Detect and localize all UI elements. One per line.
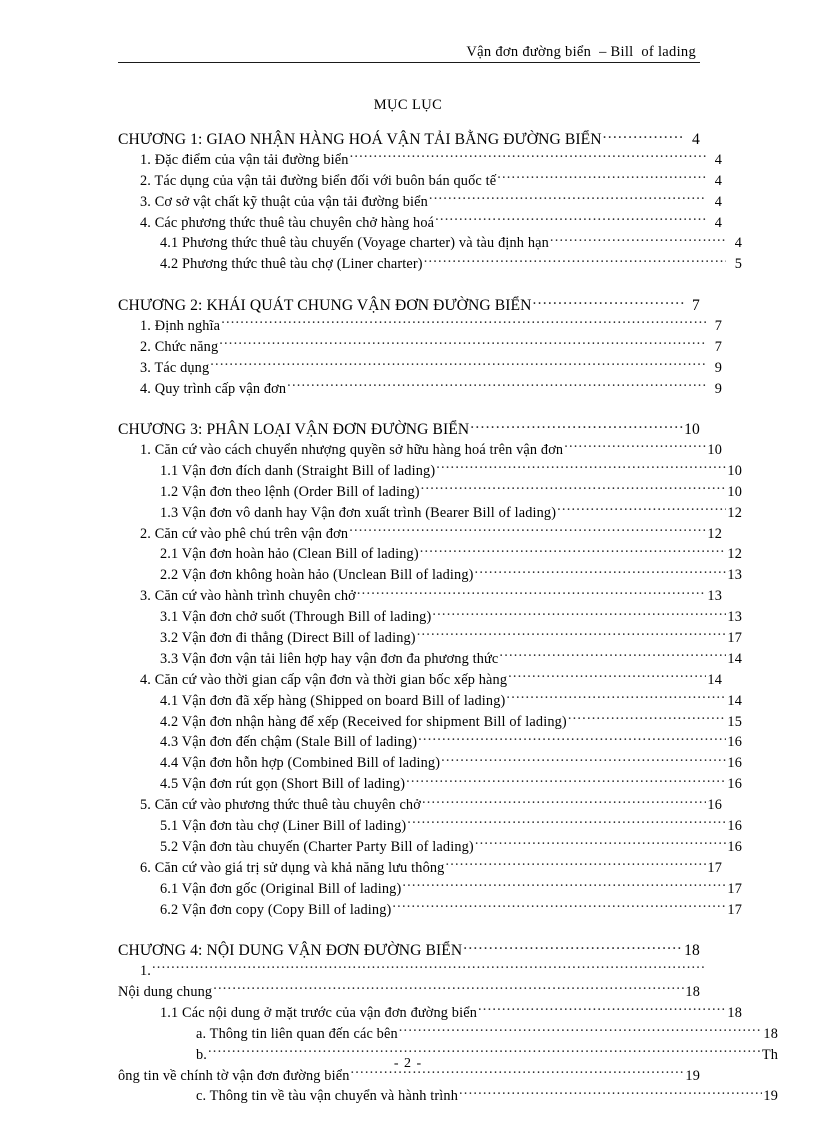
toc-entry[interactable]: [118, 1023, 778, 1044]
toc-entry[interactable]: [118, 858, 722, 879]
toc-leader-dots: [407, 816, 726, 830]
toc-entry-label: 4. Căn cứ vào thời gian cấp vận đơn và thời gian bốc xếp hàng: [140, 671, 508, 688]
toc-entry-label: 2.1 Vận đơn hoàn hảo (Clean Bill of lading): [160, 546, 419, 563]
toc-entry-page-number: 4: [714, 151, 722, 168]
toc-entry-page-number: Th: [761, 1046, 778, 1063]
toc-entry-label: c. Thông tin về tàu vận chuyển và hành trình: [196, 1088, 459, 1105]
toc-entry-label: 6. Căn cứ vào giá trị sử dụng và khả năng lưu thông: [140, 859, 445, 876]
toc-entry[interactable]: [118, 357, 722, 378]
toc-leader-dots: [219, 336, 706, 350]
toc-leader-dots: [417, 628, 726, 642]
toc-chapter-entry[interactable]: [118, 294, 700, 316]
table-of-contents: [118, 128, 778, 1107]
toc-leader-dots: [421, 481, 726, 495]
toc-entry-page-number: 18: [763, 1025, 778, 1042]
toc-leader-dots: [506, 690, 726, 704]
toc-entry-page-number: 14: [727, 650, 742, 667]
toc-entry-label: 6.1 Vận đơn gốc (Original Bill of lading): [160, 880, 402, 897]
toc-entry[interactable]: [118, 565, 742, 586]
toc-entry-page-number: 14: [707, 671, 722, 688]
toc-entry-label: Nội dung chung: [118, 983, 213, 1000]
toc-entry[interactable]: [118, 1086, 778, 1107]
toc-leader-dots: [349, 523, 706, 537]
toc-chapter-entry[interactable]: [118, 939, 700, 961]
toc-entry[interactable]: [118, 170, 722, 191]
toc-leader-dots: [470, 418, 683, 434]
toc-entry[interactable]: [118, 336, 722, 357]
toc-entry[interactable]: [118, 628, 742, 649]
toc-entry-label: 1.3 Vận đơn vô danh hay Vận đơn xuất trình (Bearer Bill of lading): [160, 504, 557, 521]
toc-leader-dots: [406, 774, 726, 788]
toc-entry[interactable]: [118, 523, 722, 544]
toc-entry-page-number: 7: [692, 296, 700, 314]
toc-entry-label: 4.3 Vận đơn đến chậm (Stale Bill of lading): [160, 734, 418, 751]
toc-entry-label: 1.2 Vận đơn theo lệnh (Order Bill of lading): [160, 483, 420, 500]
toc-entry[interactable]: [118, 899, 742, 920]
toc-entry-label: 2. Tác dụng của vận tải đường biển đối với buôn bán quốc tế: [140, 172, 497, 189]
toc-entry-label: 4.2 Vận đơn nhận hàng để xếp (Received for shipment Bill of lading): [160, 713, 567, 730]
toc-entry-label: 4.4 Vận đơn hỗn hợp (Combined Bill of lading): [160, 755, 441, 772]
toc-entry-label: 4.2 Phương thức thuê tàu chợ (Liner charter): [160, 256, 423, 273]
toc-leader-dots: [402, 878, 726, 892]
toc-entry-page-number: 10: [727, 483, 742, 500]
toc-leader-dots: [445, 858, 706, 872]
toc-entry[interactable]: [118, 649, 742, 670]
toc-entry-page-number: 4: [714, 193, 722, 210]
toc-entry[interactable]: [118, 544, 742, 565]
toc-entry-label: b.: [196, 1046, 208, 1063]
toc-entry[interactable]: [118, 586, 722, 607]
toc-entry-page-number: 16: [727, 776, 742, 793]
toc-leader-dots: [399, 1023, 762, 1037]
toc-leader-dots: [436, 461, 726, 475]
toc-leader-dots: [429, 191, 706, 205]
toc-leader-dots: [221, 316, 706, 330]
toc-leader-dots: [392, 899, 726, 913]
toc-entry[interactable]: [118, 461, 742, 482]
toc-entry-label: CHƯƠNG 2: KHÁI QUÁT CHUNG VẬN ĐƠN ĐƯỜNG BIỂN: [118, 296, 532, 314]
toc-entry-page-number: 4: [714, 214, 722, 231]
toc-leader-dots: [350, 150, 706, 164]
toc-entry-page-number: 12: [727, 546, 742, 563]
toc-entry[interactable]: [118, 191, 722, 212]
toc-entry[interactable]: [118, 440, 722, 461]
toc-entry-label: CHƯƠNG 3: PHÂN LOẠI VẬN ĐƠN ĐƯỜNG BIỂN: [118, 420, 470, 438]
toc-entry[interactable]: [118, 607, 742, 628]
toc-entry-page-number: 18: [727, 1004, 742, 1021]
toc-entry-label: ông tin về chính tờ vận đơn đường biển: [118, 1067, 350, 1084]
toc-entry-page-number: 16: [727, 734, 742, 751]
toc-entry-page-number: 17: [707, 859, 722, 876]
toc-leader-dots: [603, 128, 684, 144]
toc-entry[interactable]: [118, 711, 742, 732]
toc-entry[interactable]: [118, 982, 700, 1003]
toc-entry-label: 3. Cơ sở vật chất kỹ thuật của vận tải đường biển: [140, 193, 428, 210]
toc-entry-label: 4.5 Vận đơn rút gọn (Short Bill of lading): [160, 776, 406, 793]
toc-entry-page-number: 4: [692, 130, 700, 148]
toc-entry-label: 6.2 Vận đơn copy (Copy Bill of lading): [160, 901, 392, 918]
toc-leader-dots: [152, 961, 706, 975]
toc-entry-label: 5. Căn cứ vào phương thức thuê tàu chuyên chở: [140, 797, 421, 814]
toc-entry[interactable]: [118, 753, 742, 774]
toc-leader-dots: [459, 1086, 762, 1100]
toc-leader-dots: [533, 294, 684, 310]
toc-entry-page-number: 17: [727, 630, 742, 646]
toc-entry-page-number: 4: [714, 172, 722, 189]
toc-entry-label: 1.1 Vận đơn đích danh (Straight Bill of lading): [160, 462, 436, 479]
toc-leader-dots: [424, 254, 726, 268]
toc-entry-label: 2.2 Vận đơn không hoàn hảo (Unclean Bill of lading): [160, 567, 474, 584]
toc-leader-dots: [435, 212, 706, 226]
toc-leader-dots: [210, 357, 706, 371]
toc-entry-page-number: 15: [727, 713, 742, 730]
toc-leader-dots: [475, 837, 726, 851]
toc-entry[interactable]: [118, 481, 742, 502]
toc-entry-label: 3.1 Vận đơn chở suốt (Through Bill of lading): [160, 609, 432, 626]
toc-leader-dots: [422, 795, 706, 809]
running-header-text: Vận đơn đường biển – Bill of lading: [466, 44, 696, 60]
running-header: [118, 44, 700, 63]
toc-entry[interactable]: [118, 212, 722, 233]
toc-leader-dots: [557, 502, 726, 516]
toc-chapter-entry[interactable]: [118, 418, 700, 440]
toc-leader-dots: [441, 753, 726, 767]
toc-entry[interactable]: [118, 690, 742, 711]
toc-entry-page-number: 12: [707, 525, 722, 542]
toc-entry-page-number: 18: [685, 983, 700, 1000]
toc-entry-label: CHƯƠNG 4: NỘI DUNG VẬN ĐƠN ĐƯỜNG BIỂN: [118, 941, 463, 959]
toc-entry[interactable]: [118, 1003, 742, 1024]
toc-entry-label: 1. Định nghĩa: [140, 317, 221, 334]
toc-leader-dots: [287, 378, 706, 392]
toc-entry-label: 1.1 Các nội dung ở mặt trước của vận đơn đường biển: [160, 1004, 478, 1021]
toc-leader-dots: [463, 939, 683, 955]
toc-leader-dots: [420, 544, 726, 558]
page-title: MỤC LỤC: [373, 97, 443, 113]
toc-entry[interactable]: [118, 378, 722, 399]
toc-entry-page-number: 12: [727, 504, 742, 521]
toc-leader-dots: [418, 732, 726, 746]
toc-entry-page-number: 10: [727, 462, 742, 479]
toc-leader-dots: [568, 711, 726, 725]
toc-entry-page-number: 7: [714, 338, 722, 355]
toc-entry-label: 3.3 Vận đơn vận tải liên hợp hay vận đơn đa phương thức: [160, 650, 499, 667]
toc-entry-label: 5.1 Vận đơn tàu chợ (Liner Bill of lading): [160, 818, 407, 835]
toc-entry-page-number: 16: [707, 797, 722, 814]
toc-entry-page-number: 5: [734, 256, 742, 273]
toc-leader-dots: [550, 233, 726, 247]
toc-leader-dots: [357, 586, 706, 600]
toc-entry[interactable]: [118, 878, 742, 899]
header-rule: [118, 62, 700, 63]
toc-leader-dots: [478, 1003, 726, 1017]
toc-leader-dots: [497, 170, 706, 184]
toc-entry[interactable]: [118, 774, 742, 795]
toc-entry-label: 3. Tác dụng: [140, 359, 210, 376]
toc-entry-page-number: 10: [707, 441, 722, 458]
toc-entry-label: 3. Căn cứ vào hành trình chuyên chở: [140, 588, 356, 605]
toc-entry-label: a. Thông tin liên quan đến các bên: [196, 1025, 398, 1042]
toc-leader-dots: [432, 607, 726, 621]
toc-entry-label: 2. Căn cứ vào phê chú trên vận đơn: [140, 525, 349, 542]
toc-entry[interactable]: [118, 961, 722, 982]
toc-leader-dots: [475, 565, 726, 579]
toc-entry[interactable]: [118, 150, 722, 171]
toc-entry[interactable]: [118, 816, 742, 837]
toc-entry-page-number: 14: [727, 692, 742, 709]
toc-chapter-entry[interactable]: [118, 128, 700, 150]
toc-entry[interactable]: [118, 316, 722, 337]
page-footer: - 2 -: [393, 1056, 423, 1071]
toc-entry-label: 3.2 Vận đơn đi thẳng (Direct Bill of lading): [160, 630, 416, 646]
toc-entry-label: 2. Chức năng: [140, 338, 219, 355]
toc-entry-label: 4.1 Phương thức thuê tàu chuyến (Voyage charter) và tàu định hạn: [160, 235, 549, 252]
toc-entry-page-number: 9: [714, 380, 722, 397]
toc-entry-page-number: 4: [734, 235, 742, 252]
toc-entry[interactable]: [118, 254, 742, 275]
toc-entry[interactable]: [118, 502, 742, 523]
toc-entry-page-number: 13: [707, 588, 722, 605]
toc-leader-dots: [508, 669, 706, 683]
toc-entry[interactable]: [118, 732, 742, 753]
toc-entry-page-number: 19: [763, 1088, 778, 1105]
toc-entry-label: CHƯƠNG 1: GIAO NHẬN HÀNG HOÁ VẬN TẢI BẰNG ĐƯỜNG BIỂN: [118, 130, 602, 148]
toc-leader-dots: [213, 982, 684, 996]
toc-entry-page-number: 13: [727, 567, 742, 584]
toc-entry-page-number: 10: [684, 420, 700, 438]
toc-entry-page-number: 18: [684, 941, 700, 959]
toc-entry-page-number: 7: [714, 317, 722, 334]
toc-entry-page-number: 16: [727, 838, 742, 855]
toc-leader-dots: [499, 649, 726, 663]
toc-entry-page-number: 9: [714, 359, 722, 376]
toc-entry-label: 1.: [140, 963, 152, 980]
toc-entry[interactable]: [118, 233, 742, 254]
toc-entry-page-number: 17: [727, 880, 742, 897]
toc-entry-page-number: 17: [727, 901, 742, 918]
toc-entry-label: 4. Quy trình cấp vận đơn: [140, 380, 287, 397]
toc-leader-dots: [564, 440, 706, 454]
toc-entry[interactable]: [118, 795, 722, 816]
toc-entry-page-number: 13: [727, 609, 742, 626]
toc-entry-page-number: 16: [727, 755, 742, 772]
toc-entry-label: 4. Các phương thức thuê tàu chuyên chở hàng hoá: [140, 214, 435, 231]
toc-entry-label: 1. Căn cứ vào cách chuyển nhượng quyền sở hữu hàng hoá trên vận đơn: [140, 441, 564, 458]
toc-entry-page-number: 19: [685, 1067, 700, 1084]
toc-entry-label: 4.1 Vận đơn đã xếp hàng (Shipped on board Bill of lading): [160, 692, 506, 709]
toc-entry[interactable]: [118, 837, 742, 858]
toc-entry[interactable]: [118, 669, 722, 690]
toc-entry-page-number: 16: [727, 818, 742, 835]
toc-entry-label: 1. Đặc điểm của vận tải đường biển: [140, 151, 349, 168]
toc-entry-label: 5.2 Vận đơn tàu chuyến (Charter Party Bill of lading): [160, 838, 474, 855]
